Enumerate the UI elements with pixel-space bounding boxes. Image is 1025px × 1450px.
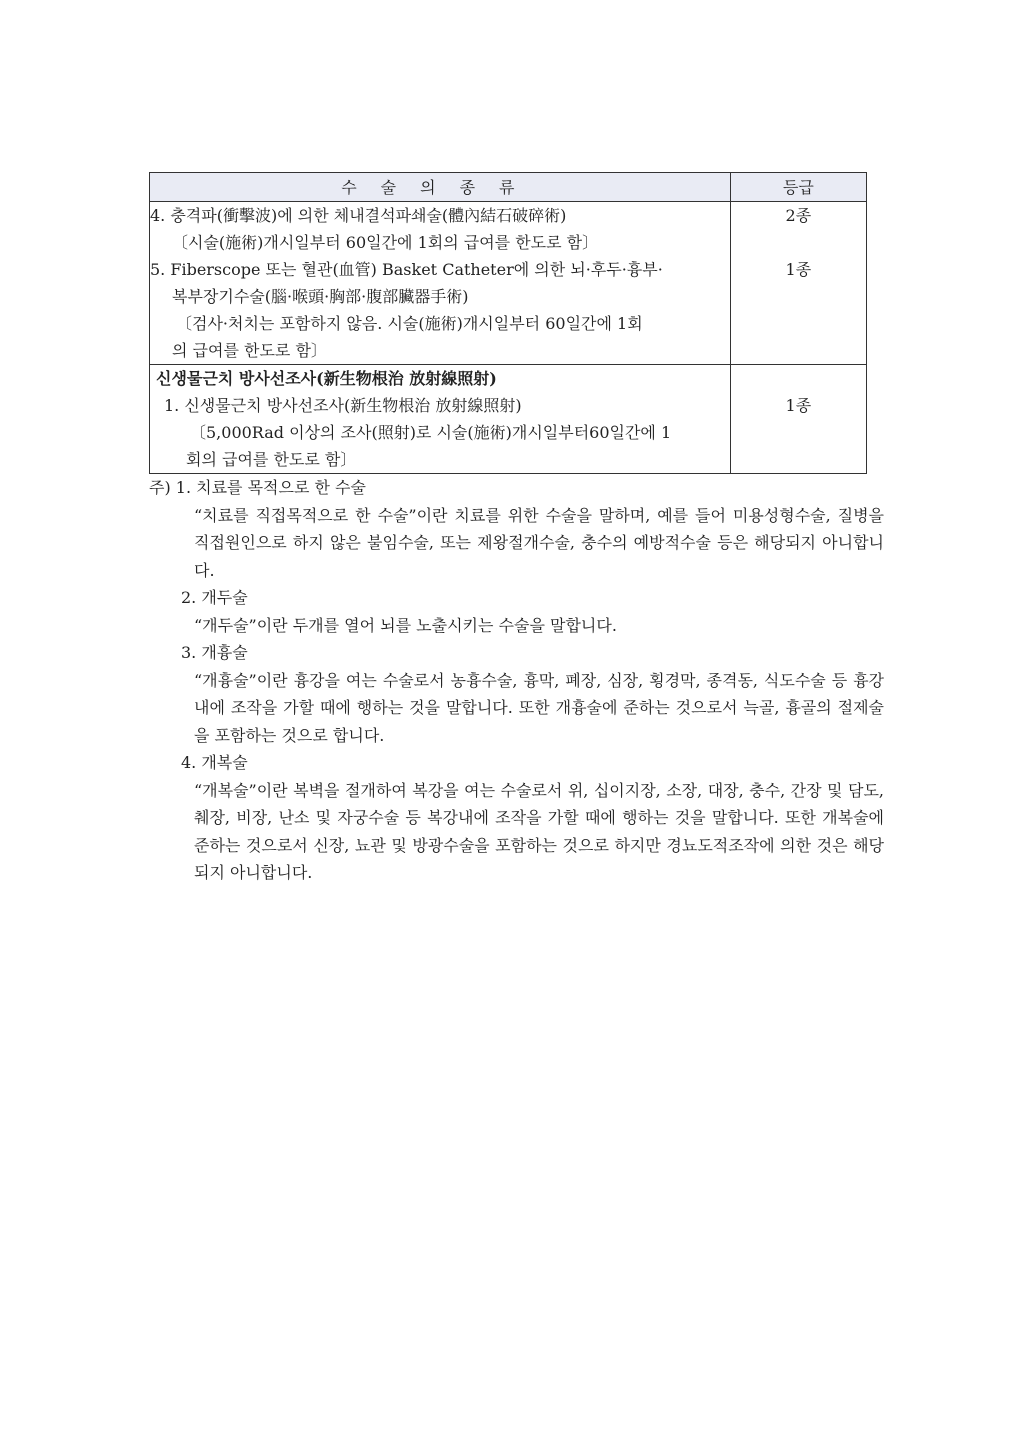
note-item-4-head: 4. 개복술 [181,753,248,772]
table-row [150,365,867,474]
note-prefix: 주) [149,478,171,497]
header-surgery-kind: 수술의종류 [150,173,731,202]
table-header-row [150,173,867,202]
section-items [150,392,730,473]
surgery-items-cell [150,202,731,365]
surgery-grade-table [149,172,867,474]
item-5-note: 〔검사·처치는 포함하지 않음. 시술(施術)개시일부터 60일간에 1회 [176,314,643,333]
section-item-1-note: 〔5,000Rad 이상의 조사(照射)로 시술(施術)개시일부터60일간에 1 [190,423,672,442]
grade-cell [730,365,866,474]
grade-cell [730,202,866,365]
section-item-1-note-2: 회의 급여를 한도로 함〕 [186,450,357,469]
grade-spacer [731,229,866,256]
grade-spacer [731,365,866,392]
section-item-1: 1. 신생물근치 방사선조사(新生物根治 放射線照射) [164,396,522,415]
grade-item-4: 2종 [785,206,812,225]
grade-section-item-1: 1종 [785,396,812,415]
item-5-note-2: 의 급여를 한도로 함〕 [172,341,327,360]
note-item-3-head: 3. 개흉술 [181,643,248,662]
table-row [150,202,867,365]
note-item-3-body: “개흉술”이란 흉강을 여는 수술로서 농흉수술, 흉막, 폐장, 심장, 횡경막, 종격동, 식도수술 등 흉강내에 조작을 가할 때에 행하는 것을 말합니다. 또한 개흉술에 준하는 것으로서 늑골, 흉골의 절제술을 포함하는 것으로 합니다. [194,670,884,745]
item-5-line-2: 복부장기수술(腦·喉頭·胸部·腹部臟器手術) [172,287,469,306]
item-5-line: 5. Fiberscope 또는 혈관(血管) Basket Catheter에 의한 뇌·후두·흉부· [150,260,663,279]
section-title: 신생물근치 방사선조사(新生物根治 放射線照射) [156,369,497,388]
footnotes [149,474,884,887]
item-4-line: 4. 충격파(衝擊波)에 의한 체내결석파쇄술(體內結石破碎術) [150,206,567,225]
item-4-note: 〔시술(施術)개시일부터 60일간에 1회의 급여를 한도로 함〕 [172,233,599,252]
note-item-4-body: “개복술”이란 복벽을 절개하여 복강을 여는 수술로서 위, 십이지장, 소장, 대장, 충수, 간장 및 담도, 췌장, 비장, 난소 및 자궁수술 등 복강내에 조작을 가할 때에 행하는 것을 말합니다. 또한 개복술에 준하는 것으로서 신장, 뇨관 및 방광수술을 포함하는 것으로 하지만 경뇨도적조작에 의한 것은 해당되지 아니합니다. [194,780,884,882]
note-item-2-head: 2. 개두술 [181,588,248,607]
note-item-2-body: “개두술”이란 두개를 열어 뇌를 노출시키는 수술을 말합니다. [194,615,617,635]
grade-item-5: 1종 [785,260,812,279]
section-cell [150,365,731,474]
header-grade: 등급 [730,173,866,202]
note-item-1-body: “치료를 직접목적으로 한 수술”이란 치료를 위한 수술을 말하며, 예를 들어 미용성형수술, 질병을 직접원인으로 하지 않은 불임수술, 또는 제왕절개수술, 충수의 예방적수술 등은 해당되지 아니합니다. [194,505,884,580]
note-item-1-head: 주) 1. 치료를 목적으로 한 수술 [149,478,366,497]
